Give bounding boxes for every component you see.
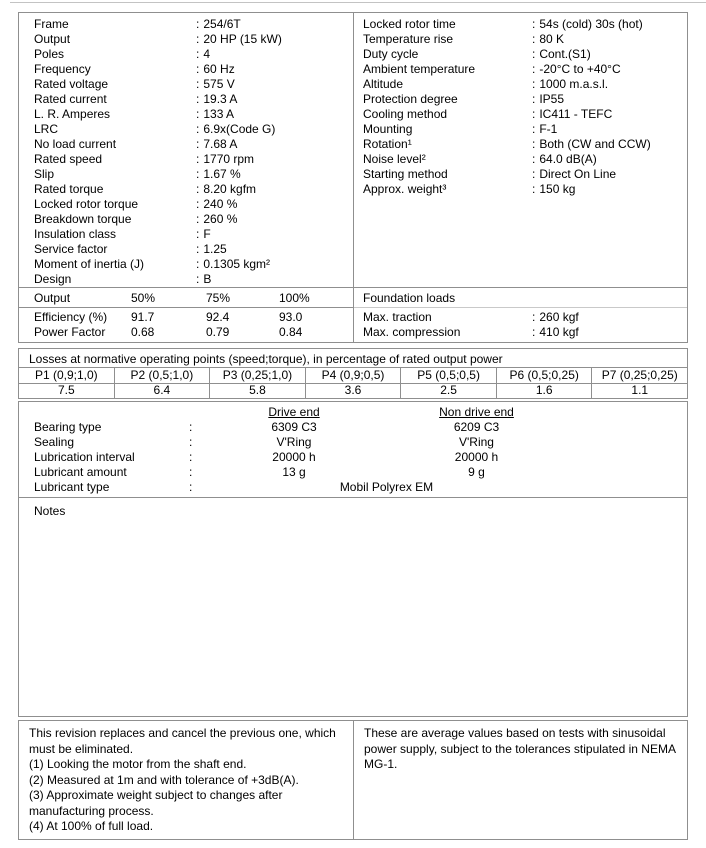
spec-row bbox=[34, 77, 353, 92]
lubricant-type-row bbox=[19, 480, 687, 495]
load-row-label: Efficiency (%) bbox=[34, 310, 108, 324]
load-table-header bbox=[19, 290, 353, 308]
spec-value: 80 K bbox=[539, 32, 565, 46]
load-header-50: 50% bbox=[131, 291, 156, 305]
load-table-row bbox=[19, 310, 353, 325]
spec-row bbox=[363, 77, 687, 92]
drive-end-value: 6309 C3 bbox=[271, 420, 317, 434]
spec-value: 260 kgf bbox=[539, 310, 579, 324]
notes-title: Notes bbox=[34, 504, 66, 518]
spec-value: 60 Hz bbox=[203, 62, 235, 76]
footnote-line: MG-1. bbox=[364, 757, 398, 771]
spec-row bbox=[34, 32, 353, 47]
spec-label: No load current bbox=[34, 137, 117, 151]
footnote-line: (2) Measured at 1m and with tolerance of +3dB(A). bbox=[29, 772, 299, 787]
colon-separator: : bbox=[196, 92, 200, 106]
colon-separator: : bbox=[196, 17, 200, 31]
spec-row bbox=[363, 62, 687, 77]
spec-value: 1770 rpm bbox=[203, 152, 255, 166]
spec-value: 4 bbox=[203, 47, 211, 61]
spec-row bbox=[363, 92, 687, 107]
colon-separator: : bbox=[189, 465, 193, 479]
spec-row bbox=[354, 310, 687, 325]
colon-separator: : bbox=[196, 212, 200, 226]
spec-row bbox=[34, 257, 353, 272]
spec-row bbox=[363, 107, 687, 122]
spec-row bbox=[34, 107, 353, 122]
load-row-label: Power Factor bbox=[34, 325, 106, 339]
spec-value: 260 % bbox=[203, 212, 238, 226]
load-value-75: 0.79 bbox=[206, 325, 230, 339]
colon-separator: : bbox=[532, 182, 536, 196]
ratings-right-panel bbox=[354, 13, 687, 287]
losses-column-header: P5 (0,5;0,5) bbox=[401, 368, 496, 384]
bearings-row-label: Lubricant type bbox=[34, 480, 110, 494]
load-value-100: 93.0 bbox=[279, 310, 303, 324]
spec-row bbox=[34, 182, 353, 197]
foundation-loads-title: Foundation loads bbox=[354, 290, 687, 308]
non-drive-end-value: 6209 C3 bbox=[453, 420, 500, 434]
ratings-section bbox=[18, 12, 688, 288]
spec-value: 410 kgf bbox=[539, 325, 579, 339]
losses-column-value: 1.1 bbox=[631, 383, 649, 397]
colon-separator: : bbox=[196, 77, 200, 91]
spec-label: Rated voltage bbox=[34, 77, 109, 91]
load-header-output: Output bbox=[34, 291, 71, 305]
bearings-row-label: Lubricant amount bbox=[34, 465, 127, 479]
spec-row bbox=[363, 32, 687, 47]
colon-separator: : bbox=[189, 420, 193, 434]
load-value-75: 92.4 bbox=[206, 310, 230, 324]
non-drive-end-value: V'Ring bbox=[459, 435, 494, 449]
footnote-line: (1) Looking the motor from the shaft end. bbox=[29, 757, 247, 771]
spec-value: IP55 bbox=[539, 92, 565, 106]
bearings-header-row bbox=[19, 405, 687, 420]
load-value-50: 91.7 bbox=[131, 310, 155, 324]
losses-column-value: 7.5 bbox=[57, 383, 75, 397]
foundation-loads-panel bbox=[354, 288, 687, 342]
spec-label: Locked rotor torque bbox=[34, 197, 139, 211]
bearings-row bbox=[19, 435, 687, 450]
foundation-loads-rows bbox=[354, 308, 687, 340]
load-value-50: 0.68 bbox=[131, 325, 155, 339]
non-drive-end-header: Non drive end bbox=[439, 405, 514, 419]
spec-value: 19.3 A bbox=[203, 92, 238, 106]
losses-column-header: P6 (0,5;0,25) bbox=[497, 368, 592, 384]
footnote-line: (3) Approximate weight subject to changes after bbox=[29, 788, 283, 802]
colon-separator: : bbox=[196, 242, 200, 256]
losses-column-header: P1 (0,9;1,0) bbox=[19, 368, 114, 384]
spec-label: Output bbox=[34, 32, 71, 46]
losses-table bbox=[19, 368, 687, 398]
footnote-line: (4) At 100% of full load. bbox=[29, 819, 154, 833]
spec-value: 150 kg bbox=[539, 182, 576, 196]
footnote-line: This revision replaces and cancel the previous one, which bbox=[29, 726, 336, 740]
spec-value: B bbox=[203, 272, 212, 286]
colon-separator: : bbox=[196, 122, 200, 136]
spec-value: 6.9x(Code G) bbox=[203, 122, 276, 136]
colon-separator: : bbox=[532, 325, 536, 339]
colon-separator: : bbox=[532, 137, 536, 151]
spec-row bbox=[363, 182, 687, 197]
drive-end-value: 13 g bbox=[282, 465, 306, 479]
spec-row bbox=[363, 122, 687, 137]
spec-row bbox=[34, 167, 353, 182]
spec-label: L. R. Amperes bbox=[34, 107, 111, 121]
colon-separator: : bbox=[532, 92, 536, 106]
footnotes-left bbox=[19, 721, 354, 839]
spec-value: IC411 - TEFC bbox=[539, 107, 613, 121]
spec-row bbox=[363, 167, 687, 182]
colon-separator: : bbox=[532, 62, 536, 76]
spec-value: Direct On Line bbox=[539, 167, 617, 181]
losses-column-value: 1.6 bbox=[535, 383, 553, 397]
spec-label: Insulation class bbox=[34, 227, 117, 241]
spec-row bbox=[34, 47, 353, 62]
spec-value: F-1 bbox=[539, 122, 558, 136]
colon-separator: : bbox=[532, 167, 536, 181]
footnote-line: manufacturing process. bbox=[29, 803, 154, 818]
non-drive-end-value: 20000 h bbox=[454, 450, 499, 464]
colon-separator: : bbox=[532, 310, 536, 324]
spacer bbox=[569, 480, 687, 495]
spec-label: Frequency bbox=[34, 62, 91, 76]
colon-separator: : bbox=[532, 47, 536, 61]
spec-value: 1.67 % bbox=[203, 167, 241, 181]
colon-separator: : bbox=[189, 480, 193, 494]
colon-separator: : bbox=[532, 107, 536, 121]
footnote-line: These are average values based on tests with sinusoidal bbox=[364, 726, 666, 740]
colon-separator: : bbox=[532, 152, 536, 166]
load-table-row bbox=[19, 325, 353, 340]
spec-label: Moment of inertia (J) bbox=[34, 257, 145, 271]
colon-separator: : bbox=[196, 167, 200, 181]
non-drive-end-value: 9 g bbox=[468, 465, 485, 479]
losses-column bbox=[496, 368, 592, 398]
bearings-row bbox=[19, 450, 687, 465]
colon-separator: : bbox=[196, 257, 200, 271]
spec-value: Both (CW and CCW) bbox=[539, 137, 651, 151]
colon-separator: : bbox=[196, 152, 200, 166]
spec-row bbox=[34, 242, 353, 257]
drive-end-value: V'Ring bbox=[276, 435, 312, 449]
colon-separator: : bbox=[532, 77, 536, 91]
spec-value: Cont.(S1) bbox=[539, 47, 591, 61]
bearings-rows bbox=[19, 420, 687, 480]
spec-value: 240 % bbox=[203, 197, 238, 211]
spec-label: Starting method bbox=[363, 167, 448, 181]
spacer bbox=[189, 405, 204, 420]
spec-value: 20 HP (15 kW) bbox=[203, 32, 282, 46]
spec-row bbox=[34, 17, 353, 32]
losses-column-value: 3.6 bbox=[344, 383, 362, 397]
spec-value: 54s (cold) 30s (hot) bbox=[539, 17, 643, 31]
spec-label: Design bbox=[34, 272, 72, 286]
drive-end-header: Drive end bbox=[268, 405, 320, 419]
spec-label: Poles bbox=[34, 47, 65, 61]
spec-value: F bbox=[203, 227, 211, 241]
spec-row bbox=[34, 92, 353, 107]
spec-row bbox=[363, 137, 687, 152]
losses-title: Losses at normative operating points (speed;torque), in percentage of rated output power bbox=[19, 349, 687, 368]
load-value-100: 0.84 bbox=[279, 325, 303, 339]
bearings-row-label: Sealing bbox=[34, 435, 75, 449]
spec-value: 1.25 bbox=[203, 242, 227, 256]
spec-label: Noise level² bbox=[363, 152, 426, 166]
spec-label: Frame bbox=[34, 17, 69, 31]
spec-row bbox=[34, 212, 353, 227]
losses-column-value: 6.4 bbox=[153, 383, 171, 397]
losses-column bbox=[305, 368, 401, 398]
losses-column bbox=[114, 368, 210, 398]
spec-row bbox=[363, 47, 687, 62]
losses-column bbox=[19, 368, 114, 398]
bearings-row bbox=[19, 420, 687, 435]
losses-column-header: P3 (0,25;1,0) bbox=[210, 368, 305, 384]
colon-separator: : bbox=[532, 32, 536, 46]
losses-column-header: P2 (0,5;1,0) bbox=[115, 368, 210, 384]
bearings-section bbox=[18, 401, 688, 498]
spec-label: Locked rotor time bbox=[363, 17, 456, 31]
colon-separator: : bbox=[532, 122, 536, 136]
drive-end-value: 20000 h bbox=[272, 450, 316, 464]
colon-separator: : bbox=[196, 62, 200, 76]
losses-column bbox=[591, 368, 687, 398]
spec-label: Temperature rise bbox=[363, 32, 454, 46]
footnotes-section bbox=[18, 720, 688, 840]
load-header-75: 75% bbox=[206, 291, 231, 305]
spec-label: Approx. weight³ bbox=[363, 182, 447, 196]
spec-value: -20°C to +40°C bbox=[539, 62, 621, 76]
load-performance-table bbox=[19, 288, 354, 342]
footnote-line: must be eliminated. bbox=[29, 741, 134, 756]
spec-label: Rated torque bbox=[34, 182, 104, 196]
spec-label: Cooling method bbox=[363, 107, 448, 121]
spec-value: 254/6T bbox=[203, 17, 241, 31]
losses-column-header: P7 (0,25;0,25) bbox=[592, 368, 687, 384]
notes-section bbox=[18, 497, 688, 717]
colon-separator: : bbox=[196, 182, 200, 196]
spec-label: Rated speed bbox=[34, 152, 103, 166]
spec-label: Max. traction bbox=[363, 310, 432, 324]
spec-value: 8.20 kgfm bbox=[203, 182, 257, 196]
spec-label: Max. compression bbox=[363, 325, 461, 339]
spec-row bbox=[34, 272, 353, 287]
spec-label: Slip bbox=[34, 167, 55, 181]
spec-row bbox=[34, 152, 353, 167]
spec-label: Protection degree bbox=[363, 92, 458, 106]
footnote-line: power supply, subject to the tolerances stipulated in NEMA bbox=[364, 741, 676, 756]
spec-row bbox=[34, 137, 353, 152]
footnotes-right bbox=[354, 721, 687, 839]
spec-label: Altitude bbox=[363, 77, 404, 91]
spec-row bbox=[34, 62, 353, 77]
spec-label: Rated current bbox=[34, 92, 107, 106]
lubricant-type-value: Mobil Polyrex EM bbox=[339, 480, 434, 494]
colon-separator: : bbox=[189, 450, 193, 464]
colon-separator: : bbox=[532, 17, 536, 31]
colon-separator: : bbox=[196, 197, 200, 211]
spec-row bbox=[34, 122, 353, 137]
colon-separator: : bbox=[196, 32, 200, 46]
spec-label: Mounting bbox=[363, 122, 413, 136]
spec-row bbox=[363, 152, 687, 167]
spec-label: Rotation¹ bbox=[363, 137, 412, 151]
spec-row bbox=[363, 17, 687, 32]
spec-label: Duty cycle bbox=[363, 47, 419, 61]
losses-section bbox=[18, 348, 688, 399]
spec-value: 575 V bbox=[203, 77, 235, 91]
spec-value: 1000 m.a.s.l. bbox=[539, 77, 609, 91]
bearings-row bbox=[19, 465, 687, 480]
colon-separator: : bbox=[196, 47, 200, 61]
performance-section bbox=[18, 287, 688, 343]
losses-column-header: P4 (0,9;0,5) bbox=[306, 368, 401, 384]
bearings-row-label: Lubrication interval bbox=[34, 450, 135, 464]
load-header-100: 100% bbox=[279, 291, 310, 305]
motor-datasheet bbox=[18, 12, 688, 840]
losses-column-value: 2.5 bbox=[440, 383, 457, 397]
losses-column bbox=[400, 368, 496, 398]
spec-row bbox=[34, 227, 353, 242]
colon-separator: : bbox=[189, 435, 193, 449]
bearings-row-label: Bearing type bbox=[34, 420, 102, 434]
spec-value: 7.68 A bbox=[203, 137, 238, 151]
colon-separator: : bbox=[196, 107, 200, 121]
load-table-body bbox=[19, 308, 353, 340]
losses-column-value: 5.8 bbox=[249, 383, 266, 397]
spec-value: 0.1305 kgm² bbox=[203, 257, 271, 271]
page-top-rule bbox=[10, 2, 706, 3]
losses-column bbox=[209, 368, 305, 398]
spec-row bbox=[354, 325, 687, 340]
spec-row bbox=[34, 197, 353, 212]
colon-separator: : bbox=[196, 272, 200, 286]
ratings-left-panel bbox=[19, 13, 354, 287]
colon-separator: : bbox=[196, 137, 200, 151]
spec-value: 64.0 dB(A) bbox=[539, 152, 597, 166]
spec-label: LRC bbox=[34, 122, 59, 136]
colon-separator: : bbox=[196, 227, 200, 241]
spacer bbox=[34, 405, 189, 420]
spec-label: Ambient temperature bbox=[363, 62, 476, 76]
spec-label: Breakdown torque bbox=[34, 212, 132, 226]
spec-value: 133 A bbox=[203, 107, 235, 121]
spec-label: Service factor bbox=[34, 242, 108, 256]
